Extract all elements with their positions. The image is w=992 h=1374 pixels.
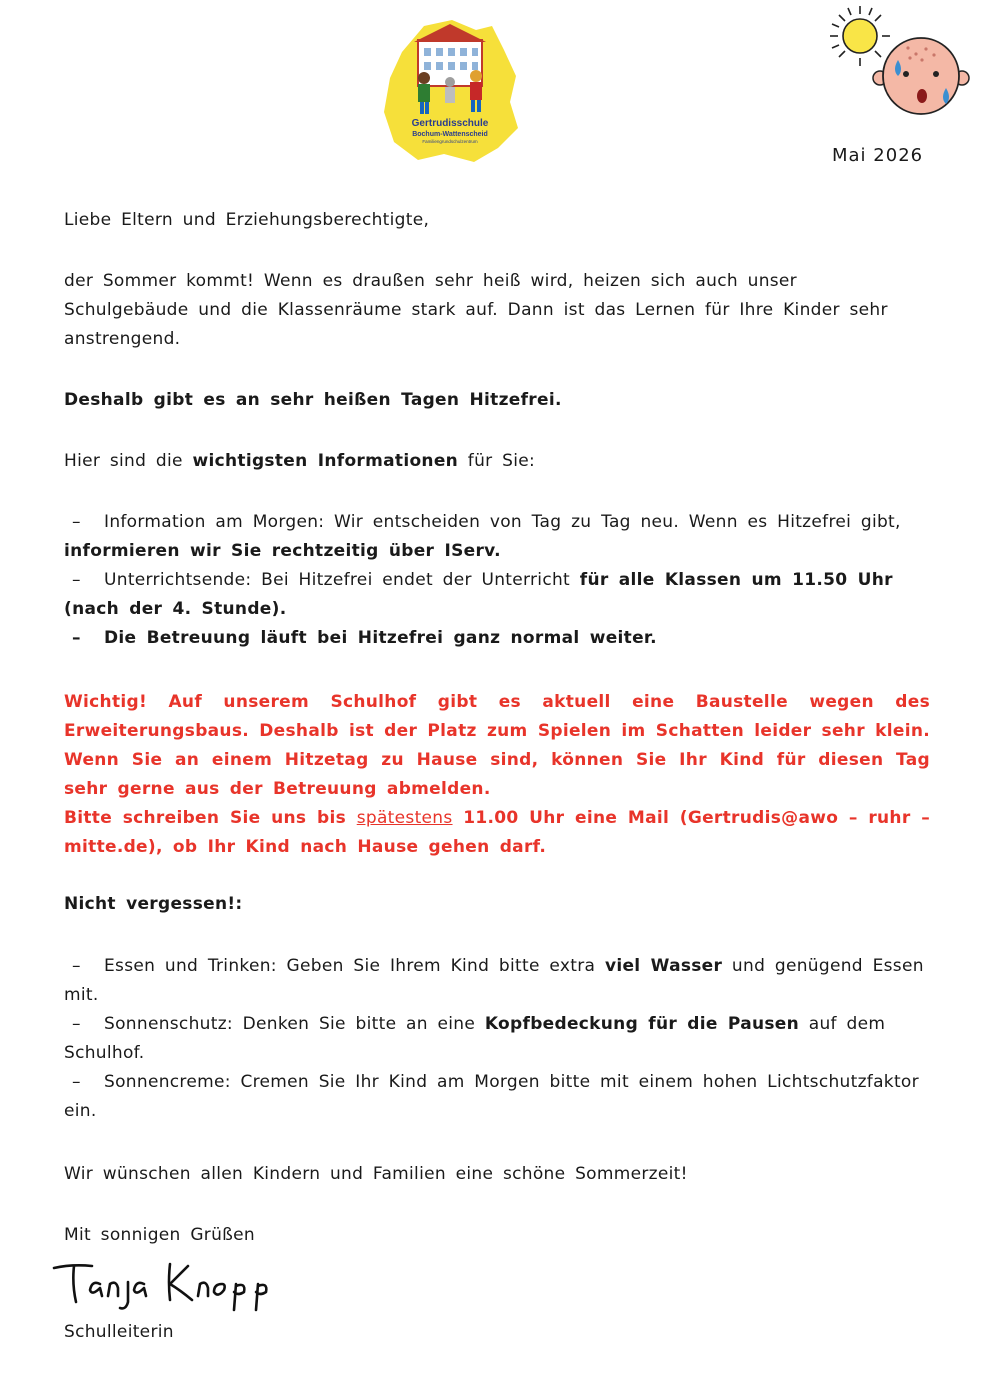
important-paragraph: Wichtig! Auf unserem Schulhof gibt es aktuell eine Baustelle wegen des Erweiterungsbaus. Deshalb ist der Platz zum Spielen im Schatten leider sehr klein. Wenn Sie an einem Hitzetag zu Hause sind, können Sie Ihr Kind für diesen Tag sehr gerne aus der Betreuung abmelden. xyxy=(64,692,930,799)
info-bullet-list xyxy=(64,508,930,653)
bullet-bold: informieren wir Sie rechtzeitig über IServ. xyxy=(64,541,501,561)
info-intro-post: für Sie: xyxy=(467,451,536,471)
bullet-dash: – xyxy=(72,570,81,590)
intro-paragraph: der Sommer kommt! Wenn es draußen sehr heiß wird, heizen sich auch unser Schulgebäude und die Klassenräume stark auf. Dann ist das Lernen für Ihre Kinder sehr anstrengend. xyxy=(64,271,888,349)
reminder-bold: Kopfbedeckung für die Pausen xyxy=(484,1014,800,1034)
bullet-text: Information am Morgen: Wir entscheiden von Tag zu Tag neu. Wenn es Hitzefrei gibt, xyxy=(104,512,901,532)
logo-city: Bochum-Wattenscheid xyxy=(412,131,488,138)
bullet-dash: – xyxy=(72,512,81,532)
reminder-item xyxy=(64,1068,930,1126)
sweating-face-icon xyxy=(873,38,969,114)
reminder-text: Essen und Trinken: Geben Sie Ihrem Kind bitte extra xyxy=(104,956,596,976)
logo-subtitle: Familiengrundschulzentrum xyxy=(422,139,478,144)
reminder-item xyxy=(64,1010,930,1068)
sun-icon xyxy=(830,6,890,66)
mail-request-post: 11.00 Uhr eine Mail (Gertrudis@awo – ruhr – mitte.de), ob Ihr Kind nach Hause gehen darf. xyxy=(64,808,930,857)
reminder-list xyxy=(64,952,930,1126)
mail-request-deadline: spätestens xyxy=(356,808,453,828)
closing-greeting: Mit sonnigen Grüßen xyxy=(64,1225,255,1245)
handwritten-signature xyxy=(52,1256,292,1312)
important-notice xyxy=(64,688,930,862)
reminder-item xyxy=(64,952,930,1010)
bullet-dash: – xyxy=(72,628,81,648)
salutation: Liebe Eltern und Erziehungsberechtigte, xyxy=(64,210,430,230)
bullet-bold: für alle Klassen um 11.50 Uhr (nach der 4. Stunde). xyxy=(64,570,893,619)
bullet-bold: Die Betreuung läuft bei Hitzefrei ganz normal weiter. xyxy=(104,628,657,648)
bullet-text: Unterrichtsende: Bei Hitzefrei endet der Unterricht xyxy=(104,570,571,590)
reminder-text: Sonnenschutz: Denken Sie bitte an eine xyxy=(104,1014,476,1034)
mail-request xyxy=(64,804,930,862)
school-logo xyxy=(380,16,520,164)
info-intro xyxy=(64,447,930,476)
reminder-text: Sonnencreme: Cremen Sie Ihr Kind am Morgen bitte mit einem hohen Lichtschutzfaktor ein. xyxy=(64,1072,919,1121)
reminder-text-end: auf dem Schulhof. xyxy=(64,1014,886,1063)
closing-wish: Wir wünschen allen Kindern und Familien eine schöne Sommerzeit! xyxy=(64,1164,688,1184)
reminder-bold: viel Wasser xyxy=(604,956,723,976)
logo-school-name: Gertrudisschule xyxy=(411,118,489,129)
mail-request-pre: Bitte schreiben Sie uns bis xyxy=(64,808,347,828)
info-intro-pre: Hier sind die xyxy=(64,451,183,471)
hitzefrei-statement: Deshalb gibt es an sehr heißen Tagen Hitzefrei. xyxy=(64,390,562,410)
reminder-dash: – xyxy=(72,1072,81,1092)
reminder-text-end: und genügend Essen mit. xyxy=(64,956,924,1005)
reminder-dash: – xyxy=(72,956,81,976)
signatory-role: Schulleiterin xyxy=(64,1322,174,1342)
info-bullet xyxy=(64,624,930,653)
reminder-heading: Nicht vergessen!: xyxy=(64,894,243,914)
info-bullet xyxy=(64,508,930,566)
info-intro-bold: wichtigsten Informationen xyxy=(192,451,459,471)
sun-sweating-face-illustration xyxy=(826,2,974,120)
info-bullet xyxy=(64,566,930,624)
letter-date: Mai 2026 xyxy=(832,145,924,166)
reminder-dash: – xyxy=(72,1014,81,1034)
